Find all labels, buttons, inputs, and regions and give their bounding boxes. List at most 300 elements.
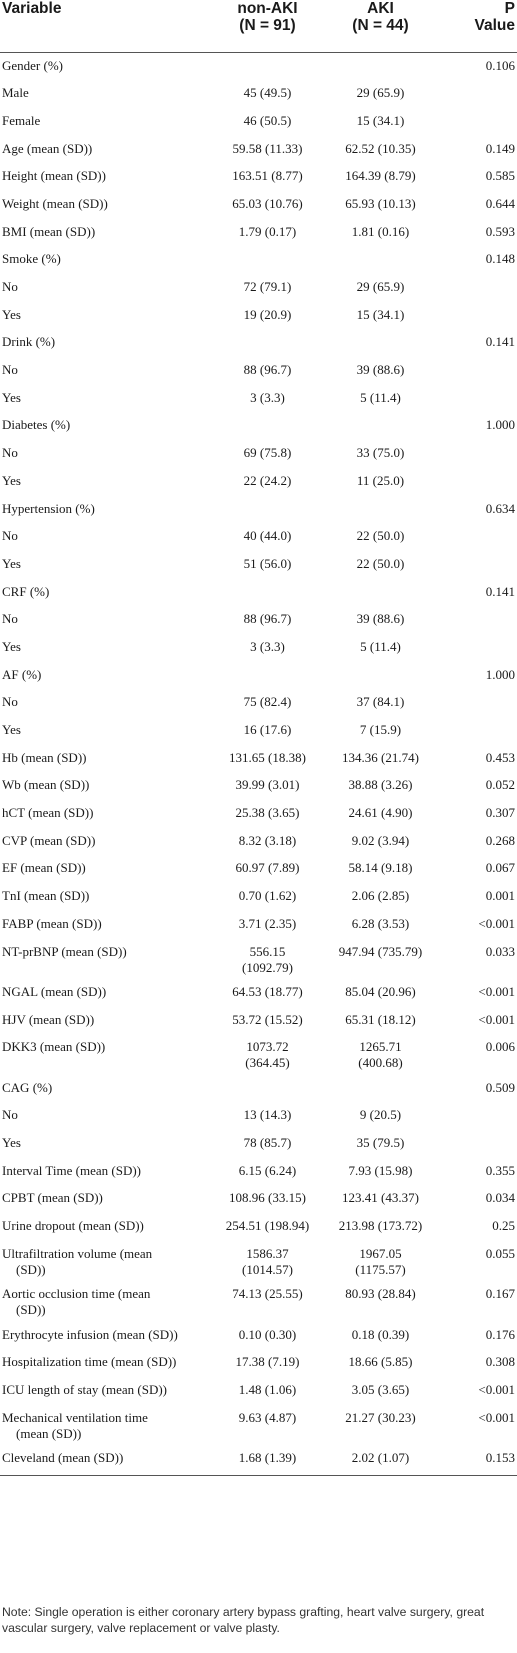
cell-non-aki bbox=[210, 53, 325, 81]
cell-p-value bbox=[436, 939, 517, 979]
cell-non-aki-text: 69 (75.8) bbox=[243, 445, 292, 461]
cell-aki bbox=[325, 1075, 436, 1103]
cell-variable-text-line2: (mean (SD)) bbox=[16, 1425, 82, 1441]
cell-aki bbox=[325, 357, 436, 385]
cell-p-value bbox=[436, 689, 517, 717]
cell-p-value-text: 0.033 bbox=[485, 943, 515, 959]
cell-non-aki bbox=[210, 828, 325, 856]
cell-aki-text: 38.88 (3.26) bbox=[348, 777, 413, 793]
cell-variable-text: DKK3 (mean (SD)) bbox=[2, 1039, 106, 1055]
cell-p-value bbox=[436, 1075, 517, 1103]
cell-variable-text: Gender (%) bbox=[2, 58, 63, 73]
cell-non-aki bbox=[210, 662, 325, 690]
cell-variable-text: FABP (mean (SD)) bbox=[2, 915, 102, 931]
table-row bbox=[0, 662, 517, 690]
cell-aki-text: 6.28 (3.53) bbox=[351, 915, 410, 931]
table-row bbox=[0, 979, 517, 1007]
cell-p-value bbox=[436, 855, 517, 883]
cell-non-aki-text: 53.72 (15.52) bbox=[232, 1011, 303, 1027]
cell-aki-text: 11 (25.0) bbox=[356, 472, 405, 488]
cell-non-aki bbox=[210, 634, 325, 662]
cell-aki bbox=[325, 745, 436, 773]
cell-aki-text: 35 (79.5) bbox=[356, 1135, 405, 1151]
cell-non-aki bbox=[210, 1158, 325, 1186]
cell-aki bbox=[325, 1377, 436, 1405]
cell-non-aki-text: 8.32 (3.18) bbox=[238, 832, 297, 848]
cell-p-value-text: 0.141 bbox=[485, 583, 515, 599]
cell-variable-text: Yes bbox=[2, 555, 21, 571]
cell-aki bbox=[325, 329, 436, 357]
cell-non-aki bbox=[210, 717, 325, 745]
cell-non-aki-text: 75 (82.4) bbox=[243, 694, 292, 710]
cell-variable-text: HJV (mean (SD)) bbox=[2, 1011, 95, 1027]
table-row bbox=[0, 1241, 517, 1281]
cell-aki-text: 22 (50.0) bbox=[356, 528, 405, 544]
cell-variable bbox=[0, 80, 210, 108]
table-row bbox=[0, 1349, 517, 1377]
cell-non-aki bbox=[210, 219, 325, 247]
cell-variable-text: Interval Time (mean (SD)) bbox=[2, 1162, 142, 1178]
cell-variable bbox=[0, 219, 210, 247]
cell-aki-text: 1.81 (0.16) bbox=[351, 223, 410, 239]
cell-variable bbox=[0, 412, 210, 440]
cell-aki bbox=[325, 634, 436, 662]
cell-aki bbox=[325, 412, 436, 440]
cell-aki-text: 2.06 (2.85) bbox=[351, 888, 410, 904]
cell-non-aki-text: 22 (24.2) bbox=[243, 472, 292, 488]
cell-variable bbox=[0, 523, 210, 551]
cell-non-aki-text: 3 (3.3) bbox=[250, 389, 285, 405]
table-row bbox=[0, 1445, 517, 1475]
cell-p-value-text: 0.153 bbox=[485, 1450, 515, 1466]
cell-aki bbox=[325, 772, 436, 800]
cell-non-aki bbox=[210, 939, 325, 979]
cell-p-value-text: 1.000 bbox=[485, 417, 515, 433]
cell-non-aki-text: 13 (14.3) bbox=[243, 1107, 292, 1123]
table-row bbox=[0, 1322, 517, 1350]
cell-p-value bbox=[436, 1130, 517, 1158]
cell-non-aki-text: 131.65 (18.38) bbox=[229, 749, 306, 765]
cell-p-value bbox=[436, 979, 517, 1007]
cell-variable bbox=[0, 745, 210, 773]
table-row bbox=[0, 329, 517, 357]
cell-variable-text: No bbox=[2, 445, 18, 461]
cell-non-aki-text: 3.71 (2.35) bbox=[238, 915, 297, 931]
cell-aki bbox=[325, 689, 436, 717]
cell-aki bbox=[325, 1007, 436, 1035]
cell-p-value bbox=[436, 911, 517, 939]
cell-variable-text: NGAL (mean (SD)) bbox=[2, 983, 107, 999]
cell-non-aki-text: 17.38 (7.19) bbox=[235, 1354, 300, 1370]
cell-aki-text: 33 (75.0) bbox=[356, 445, 405, 461]
cell-p-value bbox=[436, 468, 517, 496]
cell-variable-text: Yes bbox=[2, 722, 21, 737]
table-row bbox=[0, 496, 517, 524]
cell-variable bbox=[0, 1158, 210, 1186]
cell-p-value-text: 0.355 bbox=[485, 1162, 515, 1178]
cell-aki bbox=[325, 911, 436, 939]
cell-p-value-text: 0.25 bbox=[492, 1218, 515, 1234]
cell-p-value-text: 0.585 bbox=[485, 168, 515, 184]
cell-variable-text: CRF (%) bbox=[2, 583, 50, 599]
cell-non-aki-text: 556.15 bbox=[249, 943, 286, 959]
cell-p-value-text: 0.067 bbox=[485, 860, 515, 876]
table-note: Note: Single operation is either coronary artery bypass grafting, heart valve surgery, great vascular surgery, valve replacement or valve plasty. bbox=[2, 1605, 485, 1635]
cell-non-aki-text-line2: (1092.79) bbox=[242, 959, 293, 975]
cell-p-value bbox=[436, 1185, 517, 1213]
cell-variable bbox=[0, 800, 210, 828]
cell-aki-text: 37 (84.1) bbox=[356, 694, 405, 710]
cell-non-aki-text: 60.97 (7.89) bbox=[235, 860, 300, 876]
cell-aki bbox=[325, 108, 436, 136]
cell-aki bbox=[325, 1281, 436, 1321]
cell-variable bbox=[0, 357, 210, 385]
table-row bbox=[0, 883, 517, 911]
cell-aki-text: 29 (65.9) bbox=[356, 279, 405, 294]
table-row bbox=[0, 1405, 517, 1445]
cell-non-aki-text: 6.15 (6.24) bbox=[238, 1162, 297, 1178]
cell-aki bbox=[325, 496, 436, 524]
cell-aki bbox=[325, 1405, 436, 1445]
cell-aki-text: 85.04 (20.96) bbox=[345, 983, 416, 999]
cell-p-value bbox=[436, 274, 517, 302]
cell-aki bbox=[325, 468, 436, 496]
cell-variable-text: Smoke (%) bbox=[2, 251, 61, 267]
cell-variable-text: Hospitalization time (mean (SD)) bbox=[2, 1354, 177, 1370]
cell-non-aki bbox=[210, 979, 325, 1007]
cell-aki-text: 7 (15.9) bbox=[359, 722, 402, 737]
table-row bbox=[0, 579, 517, 607]
cell-p-value bbox=[436, 496, 517, 524]
table-row bbox=[0, 1102, 517, 1130]
cell-non-aki bbox=[210, 579, 325, 607]
cell-aki bbox=[325, 606, 436, 634]
cell-variable-text: BMI (mean (SD)) bbox=[2, 223, 96, 239]
cell-aki-text: 58.14 (9.18) bbox=[348, 860, 413, 876]
cell-non-aki bbox=[210, 745, 325, 773]
cell-p-value bbox=[436, 772, 517, 800]
cell-p-value-text: 0.006 bbox=[485, 1039, 515, 1055]
cell-p-value bbox=[436, 745, 517, 773]
header-aki: AKI (N = 44) bbox=[325, 0, 436, 53]
cell-variable-text: Ultrafiltration volume (mean bbox=[2, 1245, 153, 1261]
cell-variable bbox=[0, 634, 210, 662]
cell-aki bbox=[325, 800, 436, 828]
cell-variable bbox=[0, 883, 210, 911]
table-row bbox=[0, 772, 517, 800]
cell-variable bbox=[0, 606, 210, 634]
cell-variable-text: No bbox=[2, 1107, 18, 1123]
cell-p-value bbox=[436, 108, 517, 136]
cell-aki-text-line2: (400.68) bbox=[358, 1055, 403, 1071]
cell-variable bbox=[0, 1241, 210, 1281]
cell-non-aki bbox=[210, 800, 325, 828]
cell-non-aki-text: 108.96 (33.15) bbox=[229, 1190, 306, 1206]
table-row bbox=[0, 1213, 517, 1241]
cell-variable-text: No bbox=[2, 611, 18, 627]
cell-aki-text: 29 (65.9) bbox=[356, 85, 405, 101]
cell-variable bbox=[0, 440, 210, 468]
cell-aki bbox=[325, 1445, 436, 1475]
cell-variable-text: No bbox=[2, 694, 18, 710]
cell-non-aki-text: 46 (50.5) bbox=[243, 112, 292, 128]
cell-variable-text: Weight (mean (SD)) bbox=[2, 195, 108, 211]
cell-variable bbox=[0, 1130, 210, 1158]
cell-p-value bbox=[436, 883, 517, 911]
cell-non-aki bbox=[210, 1075, 325, 1103]
header-variable: Variable bbox=[0, 0, 210, 53]
cell-variable-text: Male bbox=[2, 85, 29, 101]
header-p-value: P Value bbox=[436, 0, 517, 53]
cell-p-value-text: 0.176 bbox=[485, 1326, 515, 1342]
cell-non-aki bbox=[210, 191, 325, 219]
cell-p-value bbox=[436, 551, 517, 579]
cell-aki-text: 947.94 (735.79) bbox=[338, 943, 423, 959]
table-row bbox=[0, 689, 517, 717]
cell-non-aki bbox=[210, 1213, 325, 1241]
cell-aki-text: 3.05 (3.65) bbox=[351, 1381, 410, 1397]
cell-non-aki-text: 0.70 (1.62) bbox=[238, 888, 297, 904]
cell-p-value bbox=[436, 717, 517, 745]
cell-variable-text: Yes bbox=[2, 638, 21, 654]
cell-aki bbox=[325, 717, 436, 745]
cell-aki-text: 18.66 (5.85) bbox=[348, 1354, 413, 1370]
cell-variable bbox=[0, 246, 210, 274]
cell-aki bbox=[325, 855, 436, 883]
cell-p-value bbox=[436, 440, 517, 468]
cell-p-value-text: 0.644 bbox=[485, 195, 515, 211]
cell-non-aki-text-line2: (364.45) bbox=[245, 1055, 290, 1071]
cell-non-aki-text: 65.03 (10.76) bbox=[232, 195, 303, 211]
cell-p-value bbox=[436, 1405, 517, 1445]
cell-aki-text: 39 (88.6) bbox=[356, 611, 405, 627]
cell-variable bbox=[0, 329, 210, 357]
cell-variable bbox=[0, 191, 210, 219]
cell-non-aki bbox=[210, 855, 325, 883]
cell-non-aki-text: 74.13 (25.55) bbox=[232, 1286, 303, 1302]
cell-p-value-text: 0.141 bbox=[485, 334, 515, 350]
cell-aki bbox=[325, 1322, 436, 1350]
cell-non-aki bbox=[210, 689, 325, 717]
cell-aki bbox=[325, 1241, 436, 1281]
cell-non-aki-text: 1586.37 bbox=[246, 1245, 289, 1261]
table-row bbox=[0, 246, 517, 274]
cell-variable-text: Yes bbox=[2, 389, 21, 405]
cell-p-value-text: 0.034 bbox=[485, 1190, 515, 1206]
cell-aki-text: 7.93 (15.98) bbox=[348, 1162, 413, 1178]
cell-variable-text: TnI (mean (SD)) bbox=[2, 888, 90, 904]
table-row bbox=[0, 1034, 517, 1074]
cell-variable bbox=[0, 772, 210, 800]
cell-p-value-text: <0.001 bbox=[478, 1409, 515, 1425]
table-row bbox=[0, 136, 517, 164]
table-row bbox=[0, 523, 517, 551]
table-row bbox=[0, 219, 517, 247]
cell-non-aki-text: 45 (49.5) bbox=[243, 85, 292, 101]
cell-aki-text: 134.36 (21.74) bbox=[342, 749, 419, 765]
cell-aki-text: 21.27 (30.23) bbox=[345, 1409, 416, 1425]
cell-aki bbox=[325, 1349, 436, 1377]
cell-p-value bbox=[436, 191, 517, 219]
cell-variable-text: Erythrocyte infusion (mean (SD)) bbox=[2, 1326, 178, 1342]
cell-variable bbox=[0, 53, 210, 81]
cell-aki-text: 9.02 (3.94) bbox=[351, 832, 410, 848]
cell-p-value bbox=[436, 1213, 517, 1241]
table-row bbox=[0, 911, 517, 939]
cell-aki bbox=[325, 274, 436, 302]
cell-aki bbox=[325, 1102, 436, 1130]
cell-p-value bbox=[436, 1158, 517, 1186]
cell-non-aki bbox=[210, 1034, 325, 1074]
table-row bbox=[0, 1007, 517, 1035]
cell-non-aki bbox=[210, 302, 325, 330]
cell-p-value-text: 0.001 bbox=[485, 888, 515, 904]
cell-non-aki bbox=[210, 911, 325, 939]
cell-non-aki-text: 64.53 (18.77) bbox=[232, 983, 303, 999]
cell-aki-text: 5 (11.4) bbox=[360, 389, 401, 405]
table-row bbox=[0, 163, 517, 191]
cell-non-aki-text: 9.63 (4.87) bbox=[238, 1409, 297, 1425]
cell-p-value-text: 0.052 bbox=[485, 777, 515, 793]
cell-aki bbox=[325, 551, 436, 579]
cell-non-aki bbox=[210, 772, 325, 800]
cell-variable bbox=[0, 385, 210, 413]
cell-p-value-text: <0.001 bbox=[478, 1011, 515, 1027]
table-row bbox=[0, 1130, 517, 1158]
cell-aki-text: 80.93 (28.84) bbox=[345, 1286, 416, 1302]
cell-non-aki-text: 1.79 (0.17) bbox=[238, 223, 297, 239]
cell-p-value bbox=[436, 1102, 517, 1130]
cell-aki-text: 15 (34.1) bbox=[356, 112, 405, 128]
cell-variable bbox=[0, 1007, 210, 1035]
table-row bbox=[0, 1281, 517, 1321]
cell-variable-text: Hypertension (%) bbox=[2, 500, 95, 516]
cell-non-aki-text: 88 (96.7) bbox=[243, 611, 292, 627]
cell-variable-text: AF (%) bbox=[2, 666, 42, 682]
cell-aki-text: 123.41 (43.37) bbox=[342, 1190, 419, 1206]
table-row bbox=[0, 606, 517, 634]
table-row bbox=[0, 717, 517, 745]
cell-aki bbox=[325, 662, 436, 690]
table-row bbox=[0, 1075, 517, 1103]
cell-p-value bbox=[436, 662, 517, 690]
cell-p-value bbox=[436, 523, 517, 551]
cell-aki-text: 39 (88.6) bbox=[356, 362, 405, 378]
cell-non-aki bbox=[210, 883, 325, 911]
cell-variable bbox=[0, 1185, 210, 1213]
cell-p-value-text: 1.000 bbox=[485, 666, 515, 682]
cell-aki bbox=[325, 302, 436, 330]
cell-p-value bbox=[436, 1034, 517, 1074]
cell-aki-text: 2.02 (1.07) bbox=[351, 1450, 410, 1466]
cell-variable bbox=[0, 1322, 210, 1350]
cell-p-value-text: 0.167 bbox=[485, 1286, 515, 1302]
cell-aki bbox=[325, 579, 436, 607]
cell-variable-text: Height (mean (SD)) bbox=[2, 168, 106, 184]
table-row bbox=[0, 274, 517, 302]
cell-variable-text: CAG (%) bbox=[2, 1079, 53, 1095]
cell-variable-text: Hb (mean (SD)) bbox=[2, 749, 87, 765]
cell-p-value-text: 0.148 bbox=[485, 251, 515, 267]
cell-p-value bbox=[436, 606, 517, 634]
table-row bbox=[0, 1185, 517, 1213]
cell-aki-text: 22 (50.0) bbox=[356, 555, 405, 571]
cell-variable bbox=[0, 939, 210, 979]
cell-p-value bbox=[436, 1377, 517, 1405]
cell-p-value bbox=[436, 329, 517, 357]
cell-aki bbox=[325, 80, 436, 108]
table-row bbox=[0, 634, 517, 662]
table-row bbox=[0, 385, 517, 413]
cell-non-aki bbox=[210, 523, 325, 551]
cell-aki bbox=[325, 979, 436, 1007]
cell-aki bbox=[325, 191, 436, 219]
table-body bbox=[0, 53, 517, 1476]
cell-p-value bbox=[436, 828, 517, 856]
cell-aki bbox=[325, 1130, 436, 1158]
cell-variable-text: Urine dropout (mean (SD)) bbox=[2, 1218, 144, 1234]
table-row bbox=[0, 468, 517, 496]
cell-non-aki bbox=[210, 80, 325, 108]
cell-p-value bbox=[436, 1445, 517, 1475]
cell-p-value bbox=[436, 1281, 517, 1321]
cell-non-aki-text: 19 (20.9) bbox=[243, 306, 292, 322]
cell-p-value bbox=[436, 53, 517, 81]
cell-aki-text: 0.18 (0.39) bbox=[351, 1326, 410, 1342]
cell-aki bbox=[325, 440, 436, 468]
cell-non-aki bbox=[210, 108, 325, 136]
cell-variable bbox=[0, 1377, 210, 1405]
cell-non-aki-text: 254.51 (198.94) bbox=[225, 1218, 310, 1234]
table-row bbox=[0, 357, 517, 385]
cell-variable-text: NT-prBNP (mean (SD)) bbox=[2, 943, 127, 959]
cell-p-value bbox=[436, 1349, 517, 1377]
cell-variable-text-line2: (SD)) bbox=[16, 1261, 46, 1277]
table-row bbox=[0, 440, 517, 468]
cell-aki-text: 164.39 (8.79) bbox=[345, 168, 416, 184]
cell-non-aki bbox=[210, 1281, 325, 1321]
cell-variable-text: Age (mean (SD)) bbox=[2, 140, 93, 156]
cell-aki bbox=[325, 523, 436, 551]
cell-p-value bbox=[436, 136, 517, 164]
cell-non-aki bbox=[210, 1349, 325, 1377]
cell-non-aki-text: 1.48 (1.06) bbox=[238, 1381, 297, 1397]
cell-aki bbox=[325, 1213, 436, 1241]
cell-aki bbox=[325, 1185, 436, 1213]
cell-variable bbox=[0, 855, 210, 883]
cell-variable bbox=[0, 911, 210, 939]
cell-variable bbox=[0, 1349, 210, 1377]
cell-p-value-text: 0.149 bbox=[485, 140, 515, 156]
cell-p-value-text: 0.307 bbox=[485, 805, 515, 821]
cell-non-aki-text-line2: (1014.57) bbox=[242, 1261, 293, 1277]
cell-non-aki-text: 0.10 (0.30) bbox=[238, 1326, 297, 1342]
cell-non-aki bbox=[210, 1322, 325, 1350]
cell-aki-text: 213.98 (173.72) bbox=[338, 1218, 423, 1234]
cell-p-value-text: <0.001 bbox=[478, 1381, 515, 1397]
cell-aki-text: 15 (34.1) bbox=[356, 306, 405, 322]
cell-non-aki bbox=[210, 1377, 325, 1405]
cell-p-value-text: 0.453 bbox=[485, 749, 515, 765]
cell-variable-text: Aortic occlusion time (mean bbox=[2, 1286, 151, 1302]
cell-variable bbox=[0, 1445, 210, 1475]
cell-aki-text: 65.93 (10.13) bbox=[345, 195, 416, 211]
cell-p-value-text: 0.268 bbox=[485, 832, 515, 848]
table-row bbox=[0, 855, 517, 883]
cell-p-value bbox=[436, 246, 517, 274]
table-row bbox=[0, 1158, 517, 1186]
table-row bbox=[0, 191, 517, 219]
